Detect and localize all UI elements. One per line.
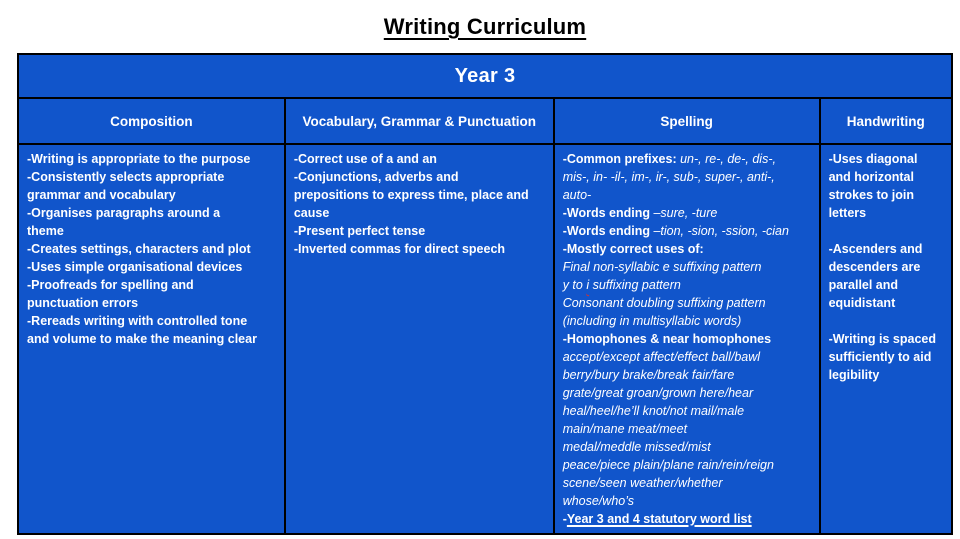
text-line: -Words ending –tion, -sion, -ssion, -cian [562, 224, 789, 238]
columns-row [19, 99, 951, 533]
text-line: theme [27, 224, 64, 238]
text-line: auto- [562, 188, 592, 202]
text-line: letters [828, 206, 867, 220]
text-line: -Rereads writing with controlled tone [27, 314, 248, 328]
text-line: -Uses diagonal [828, 152, 918, 166]
text-line: mis-, in- -il-, im-, ir-, sub-, super-, anti-, [562, 170, 775, 184]
text-line: y to i suffixing pattern [562, 278, 681, 292]
column-header-handwriting: Handwriting [821, 99, 951, 145]
column-body-handwriting [821, 145, 951, 533]
year-banner: Year 3 [19, 55, 951, 99]
text-line: punctuation errors [27, 296, 139, 310]
text-line: accept/except affect/effect ball/bawl [562, 350, 761, 364]
text-line: grammar and vocabulary [27, 188, 176, 202]
text-line: parallel and [828, 278, 899, 292]
column-body-spelling [555, 145, 819, 533]
text-line: peace/piece plain/plane rain/rein/reign [562, 458, 774, 472]
column-header-spelling: Spelling [555, 99, 819, 145]
text-line: -Conjunctions, adverbs and [293, 170, 459, 184]
text-line: cause [293, 206, 330, 220]
text-line: berry/bury brake/break fair/fare [562, 368, 735, 382]
text-line: -Consistently selects appropriate [27, 170, 225, 184]
column-vocabulary-grammar-punctuation [284, 99, 553, 533]
column-header-vocabulary-grammar-punctuation: Vocabulary, Grammar & Punctuation [286, 99, 553, 145]
text-line: -Year 3 and 4 statutory word list [562, 512, 752, 526]
text-line: legibility [828, 368, 880, 382]
column-body-vocabulary-grammar-punctuation [286, 145, 553, 533]
text-line: descenders are [828, 260, 921, 274]
column-spelling [553, 99, 819, 533]
text-line [829, 222, 943, 240]
text-line: heal/heel/he’ll knot/not mail/male [562, 404, 745, 418]
column-handwriting [819, 99, 951, 533]
text-line: -Uses simple organisational devices [27, 260, 243, 274]
text-line: scene/seen weather/whether [562, 476, 723, 490]
text-line: Final non-syllabic e suffixing pattern [562, 260, 762, 274]
text-line: -Organises paragraphs around a [27, 206, 221, 220]
text-line: -Writing is spaced [828, 332, 936, 346]
text-line: (including in multisyllabic words) [562, 314, 742, 328]
text-line: equidistant [828, 296, 896, 310]
text-line: whose/who’s [562, 494, 635, 508]
text-line: grate/great groan/grown here/hear [562, 386, 754, 400]
text-line: and horizontal [828, 170, 914, 184]
text-line: -Common prefixes: un-, re-, de-, dis-, [562, 152, 776, 166]
text-line: -Correct use of a and an [293, 152, 437, 166]
text-line: sufficiently to aid [828, 350, 932, 364]
column-composition [19, 99, 284, 533]
text-line: -Ascenders and [828, 242, 923, 256]
curriculum-table [17, 53, 953, 535]
text-line: prepositions to express time, place and [293, 188, 529, 202]
text-line: -Proofreads for spelling and [27, 278, 194, 292]
text-line: -Present perfect tense [293, 224, 426, 238]
text-line [829, 312, 943, 330]
text-line: -Homophones & near homophones [562, 332, 772, 346]
text-line: strokes to join [828, 188, 914, 202]
text-line: -Inverted commas for direct speech [293, 242, 506, 256]
text-line: main/mane meat/meet [562, 422, 688, 436]
column-header-composition: Composition [19, 99, 284, 145]
text-line: Consonant doubling suffixing pattern [562, 296, 766, 310]
text-line: and volume to make the meaning clear [27, 332, 257, 346]
text-line: -Creates settings, characters and plot [27, 242, 251, 256]
page-title: Writing Curriculum [383, 14, 587, 39]
text-line: -Words ending –sure, -ture [562, 206, 718, 220]
column-body-composition [19, 145, 284, 533]
text-line: -Writing is appropriate to the purpose [27, 152, 251, 166]
text-line: -Mostly correct uses of: [562, 242, 704, 256]
text-line: medal/meddle missed/mist [562, 440, 711, 454]
